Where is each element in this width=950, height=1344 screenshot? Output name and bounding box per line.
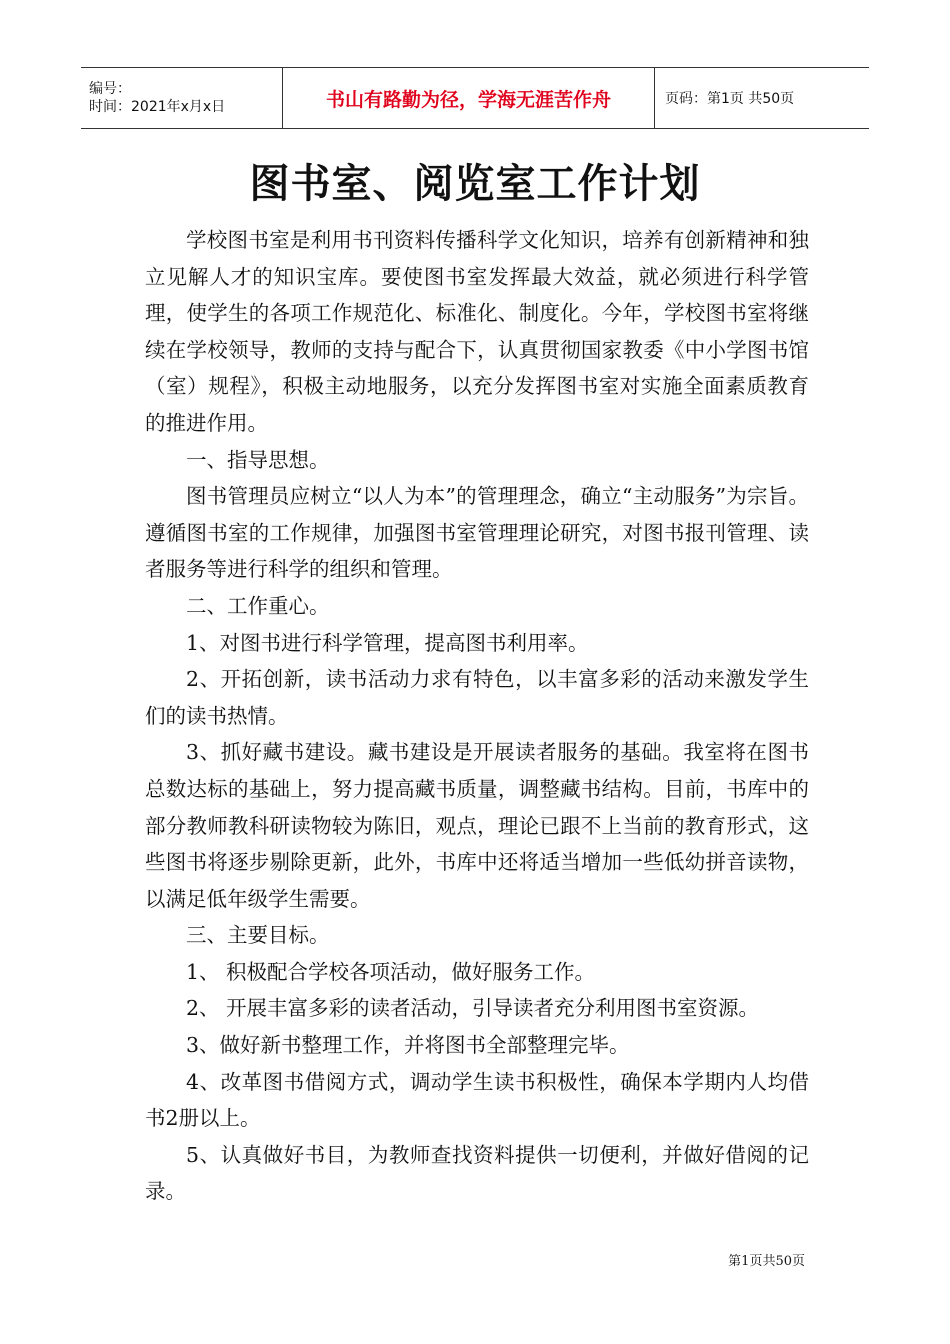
document-body	[145, 222, 809, 1210]
document-time-label: 时间：2021年x月x日	[89, 99, 226, 115]
list-item: 1、 积极配合学校各项活动，做好服务工作。	[186, 959, 596, 984]
document-title: 图书室、阅览室工作计划	[249, 161, 701, 207]
list-item: 1、对图书进行科学管理，提高图书利用率。	[186, 630, 589, 655]
list-item: 2、开拓创新，读书活动力求有特色，以丰富多彩的活动来激发学生们的读书热情。	[145, 667, 809, 728]
header-page-info: 页码：第1页 共50页	[665, 91, 795, 107]
document-header	[81, 67, 869, 129]
list-item: 4、改革图书借阅方式，调动学生读书积极性，确保本学期内人均借书2册以上。	[145, 1069, 809, 1131]
section-heading: 二、工作重心。	[186, 593, 330, 618]
list-item: 2、 开展丰富多彩的读者活动，引导读者充分利用图书室资源。	[186, 996, 760, 1021]
header-meta-cell	[81, 68, 283, 128]
list-item: 5、认真做好书目，为教师查找资料提供一切便利，并做好借阅的记录。	[145, 1142, 809, 1204]
page-footer: 第1页共50页	[728, 1254, 805, 1269]
header-motto: 书山有路勤为径，学海无涯苦作舟	[283, 68, 655, 128]
section-heading: 一、指导思想。	[186, 447, 330, 472]
paragraph: 图书管理员应树立“以人为本”的管理理念，确立“主动服务”为宗旨。遵循图书室的工作规律，加强图书室管理理论研究，对图书报刊管理、读者服务等进行科学的组织和管理。	[145, 484, 809, 582]
document-number-label: 编号：	[89, 81, 131, 97]
list-item: 3、做好新书整理工作，并将图书全部整理完毕。	[186, 1033, 630, 1058]
paragraph: 学校图书室是利用书刊资料传播科学文化知识，培养有创新精神和独立见解人才的知识宝库。要使图书室发挥最大效益，就必须进行科学管理，使学生的各项工作规范化、标准化、制度化。今年，学校图书室将继续在学校领导，教师的支持与配合下，认真贯彻国家教委《中小学图书馆（室）规程》，积极主动地服务，以充分发挥图书室对实施全面素质教育的推进作用。	[145, 228, 809, 435]
section-heading: 三、主要目标。	[186, 923, 330, 948]
list-item: 3、抓好藏书建设。藏书建设是开展读者服务的基础。我室将在图书总数达标的基础上，努力提高藏书质量，调整藏书结构。目前，书库中的部分教师教科研读物较为陈旧，观点，理论已跟不上当前的教育形式，这些图书将逐步剔除更新，此外，书库中还将适当增加一些低幼拼音读物，以满足低年级学生需要。	[145, 740, 809, 911]
